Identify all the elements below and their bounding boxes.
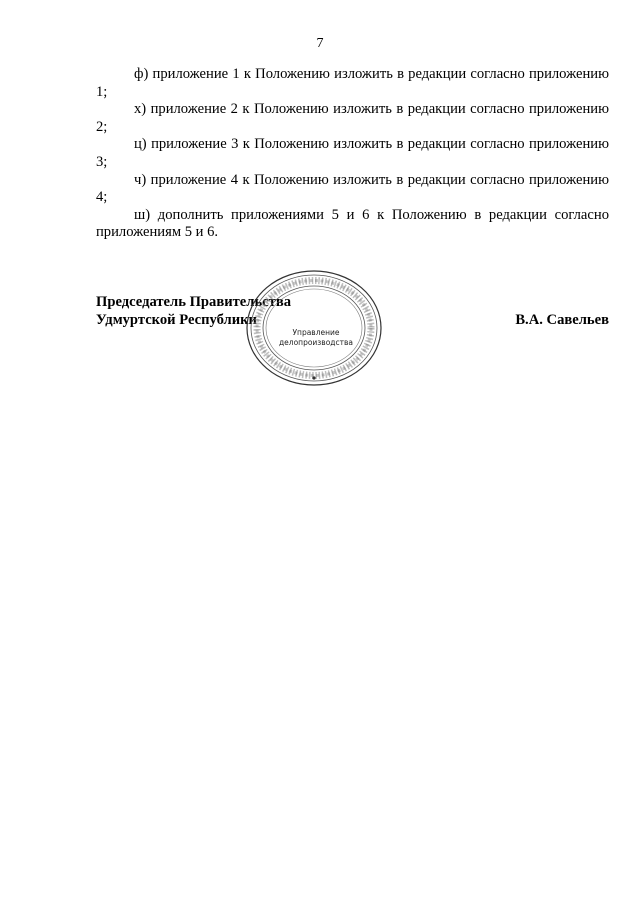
seal-graphic bbox=[244, 268, 384, 388]
paragraph-kh: х) приложение 2 к Положению изложить в редакции согласно приложению 2; bbox=[96, 101, 609, 135]
paragraph-ch: ч) приложение 4 к Положению изложить в редакции согласно приложению 4; bbox=[96, 171, 609, 206]
signer-name: В.А. Савельев bbox=[515, 312, 609, 328]
paragraph-ts: ц) приложение 3 к Положению изложить в редакции согласно приложению 3; bbox=[96, 136, 609, 170]
seal-text-line1: Управление bbox=[292, 328, 340, 337]
page-number: 7 bbox=[316, 36, 324, 51]
paragraph-sh: ш) дополнить приложениями 5 и 6 к Положению в редакции согласно приложениям 5 и 6. bbox=[96, 206, 609, 241]
signer-title-line2: Удмуртской Республики bbox=[96, 312, 257, 328]
document-body bbox=[96, 66, 609, 242]
signer-title-line1: Председатель Правительства bbox=[96, 294, 292, 310]
paragraph-f: ф) приложение 1 к Положению изложить в редакции согласно приложению 1; bbox=[96, 66, 609, 100]
official-seal bbox=[244, 268, 384, 388]
seal-text-line2: делопроизводства bbox=[278, 338, 354, 347]
